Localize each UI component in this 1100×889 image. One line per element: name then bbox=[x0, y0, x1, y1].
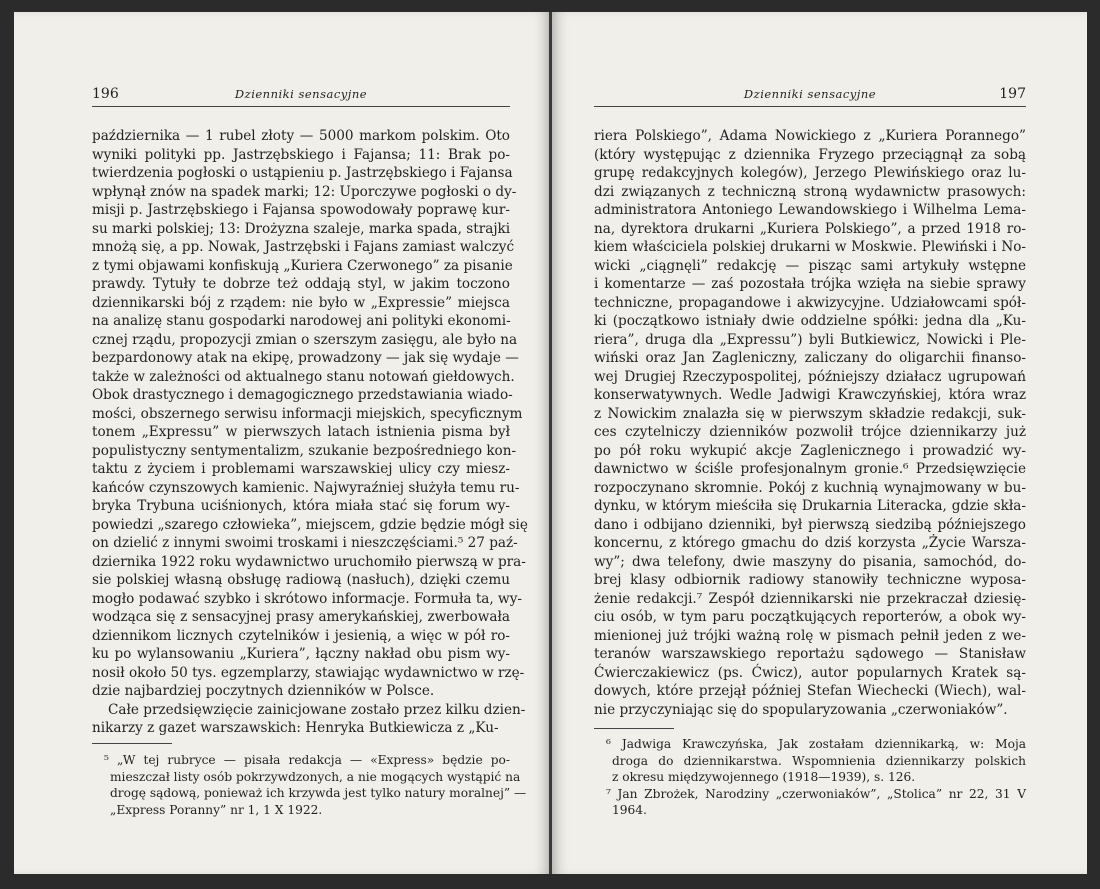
right-page bbox=[552, 12, 1087, 874]
text-line: ciu osób, w tym paru początkujących reporterów, a obok wy- bbox=[594, 609, 1026, 625]
text-line: sie polskiej własną obsługę radiową (nasłuch), dzięki czemu bbox=[92, 572, 510, 588]
text-line: kiem właściciela polskiej drukarni w Moskwie. Plewiński i No- bbox=[594, 239, 1026, 255]
text-line: i komentarze — zaś pozostała trójka wzięła na siebie sprawy bbox=[594, 276, 1026, 292]
text-line: dziernika 1922 roku wydawnictwo uruchomiło pierwszą w pra- bbox=[92, 553, 526, 570]
footnote-line: drogę sądową, ponieważ ich krzywda jest tylko natury moralnej” — bbox=[110, 786, 527, 800]
text-line: z Nowickim znalazła się w pierwszym składzie redakcji, suk- bbox=[594, 405, 1026, 422]
text-line: z tymi objawami konfiskują „Kuriera Czerwonego” za pisanie bbox=[92, 257, 513, 274]
footnote-line: ⁵ „W tej rubryce — pisała redakcja — «Express» będzie po- bbox=[104, 753, 510, 767]
text-line: populistyczny sentymentalizm, szukanie bezpośredniego kon- bbox=[92, 442, 517, 459]
running-head-left bbox=[92, 86, 510, 107]
body-text-left bbox=[92, 127, 528, 738]
footnotes-right bbox=[594, 736, 1026, 819]
text-line: cznej rządu, propozycji zmian o szerszym zasięgu, ale było na bbox=[92, 331, 518, 348]
footnote-line: z okresu międzywojennego (1918—1939), s. 126. bbox=[612, 770, 916, 784]
footnote-line: droga do dziennikarstwa. Wspomnienia dziennikarzy polskich bbox=[612, 753, 1026, 768]
text-line: wej Drugiej Rzeczypospolitej, późniejszy działacz ugrupowań bbox=[594, 368, 1026, 385]
footnote-line: ⁷ Jan Zbrożek, Narodziny „czerwoniaków”, „Stolica” nr 22, 31 V bbox=[606, 786, 1026, 801]
page-number: 196 bbox=[92, 86, 119, 102]
text-line: mienionej już trójki ważną rolę w pismach pełnił jeden z we- bbox=[594, 627, 1026, 644]
footnote-line: mieszczał listy osób pokrzywdzonych, a nie mogących wystąpić na bbox=[110, 769, 521, 784]
running-title: Dzienniki sensacyjne bbox=[234, 87, 368, 101]
book-spread bbox=[14, 12, 1087, 874]
text-line: wicki „ciągnęli” redakcję — pisząc sami artykuły wstępne bbox=[594, 257, 1026, 274]
text-line: koncernu, z którego gmachu do dziś korzysta „Życie Warsza- bbox=[594, 535, 1026, 551]
text-line: Obok drastycznego i demagogicznego przedstawiania wiado- bbox=[92, 387, 513, 403]
text-line: twierdzenia pogłoski o ustąpieniu p. Jastrzębskiego i Fajansa bbox=[92, 165, 513, 181]
text-line: grupę redakcyjnych kolegów), Jerzego Plewińskiego oraz lu- bbox=[594, 165, 1026, 181]
page-number: 197 bbox=[999, 86, 1026, 102]
text-line: su marki polskiej; 13: Drożyzna szaleje, marka spada, strajki bbox=[92, 220, 511, 237]
text-line: powiedzi „szarego człowieka”, miejscem, gdzie będzie mógł się bbox=[92, 516, 528, 533]
text-line: dano i odbijano dzienniki, był pierwszą siedzibą późniejszego bbox=[594, 516, 1026, 533]
text-line: prawdy. Tytuły te dobrze też oddają styl, w jakim toczono bbox=[92, 276, 510, 292]
text-line: bezpardonowy atak na ekipę, prowadzony — jak się wydaje — bbox=[92, 350, 519, 366]
text-line: na analizę stanu gospodarki narodowej ani polityki ekonomi- bbox=[92, 313, 511, 329]
text-line: administratora Antoniego Lewandowskiego i Wilhelma Lema- bbox=[594, 202, 1026, 218]
running-head-right bbox=[594, 86, 1026, 107]
text-line: bryka Trybuna uciśnionych, która miała stać się forum wy- bbox=[92, 498, 510, 514]
text-line: października — 1 rubel złoty — 5000 markom polskim. Oto bbox=[92, 128, 510, 144]
text-line: wyniki polityki pp. Jastrzębskiego i Fajansa; 11: Brak po- bbox=[92, 146, 510, 163]
text-line: Ćwierczakiewicz (ps. Ćwicz), autor popularnych Kratek są- bbox=[594, 664, 1026, 681]
footnote-line: ⁶ Jadwiga Krawczyńska, Jak zostałam dziennikarką, w: Moja bbox=[606, 737, 1026, 751]
text-line: riera”, druga dla „Expressu”) byli Butkiewicz, Nowicki i Ple- bbox=[594, 331, 1026, 348]
footnote-rule bbox=[594, 728, 674, 729]
text-line: Całe przedsięwzięcie zainicjowane zostało przez kilku dzien- bbox=[108, 701, 526, 718]
text-line: dzie najbardziej poczytnych dzienników w Polsce. bbox=[92, 683, 435, 699]
text-line: taktu z życiem i problemami warszawskiej ulicy czy miesz- bbox=[92, 461, 510, 477]
text-line: wpłynął znów na spadek marki; 12: Uporczywe pogłoski o dy- bbox=[92, 183, 517, 200]
text-line: mogło podawać szybko i skrótowo informacje. Formuła ta, wy- bbox=[92, 590, 522, 607]
text-line: rozpoczynano skromnie. Pokój z kuchnią wynajmowany w bu- bbox=[594, 479, 1026, 496]
text-line: dzi związanych z techniczną stroną wydawnictw prasowych: bbox=[594, 183, 1026, 200]
text-line: kańców czynszowych kamienic. Najwyraźniej służyła temu ru- bbox=[92, 479, 520, 496]
text-line: ku po wylansowaniu „Kuriera”, łączny nakład obu pism wy- bbox=[92, 646, 510, 662]
footnote-line: „Express Poranny” nr 1, 1 X 1922. bbox=[110, 802, 323, 817]
text-line: mnożą się, a pp. Nowak, Jastrzębski i Fajans zamiast walczyć bbox=[92, 239, 515, 255]
text-line: dawnictwo w ściśle profesjonalnym gronie.⁶ Przedsięwzięcie bbox=[594, 461, 1026, 477]
text-line: dziennikom licznych czytelników i jesienią, a więc w pół ro- bbox=[92, 627, 510, 644]
text-line: nie przyczyniając się do spopularyzowania „czerwoniaków”. bbox=[594, 701, 1008, 718]
text-line: nikarzy z gazet warszawskich: Henryka Butkiewicza z „Ku- bbox=[92, 720, 499, 736]
text-line: konserwatywnych. Wedle Jadwigi Krawczyńskiej, która wraz bbox=[594, 387, 1026, 403]
text-line: on dzielić z innymi swoimi troskami i nieszczęściami.⁵ 27 paź- bbox=[92, 535, 518, 551]
text-line: brej klasy odbiornik radiowy stanowiły techniczne wyposa- bbox=[594, 572, 1026, 588]
footnote-rule bbox=[92, 743, 172, 744]
left-page bbox=[14, 12, 550, 874]
text-line: teranów warszawskiego reportażu sądowego — Stanisław bbox=[594, 646, 1026, 662]
text-line: po pół roku wykupić akcje Zaglenicznego i prowadzić wy- bbox=[594, 442, 1026, 459]
text-line: misji p. Jastrzębskiego i Fajansa spowodowały poprawę kur- bbox=[92, 202, 510, 218]
footnotes-left bbox=[92, 752, 527, 818]
text-line: riera Polskiego”, Adama Nowickiego z „Kuriera Porannego” bbox=[594, 128, 1026, 144]
text-line: wodząca się z sensacyjnej prasy amerykańskiej, zwerbowała bbox=[92, 609, 510, 625]
text-line: ces czytelniczy dzienników pozwolił trójce dziennikarzy już bbox=[594, 424, 1026, 440]
text-line: (który występując z dziennika Fryzego przeciągnął za sobą bbox=[594, 146, 1026, 163]
text-line: tonem „Expressu” w pierwszych latach istnienia pisma był bbox=[92, 424, 510, 440]
text-line: żenie redakcji.⁷ Zespół dziennikarski nie przekraczał dziesię- bbox=[594, 590, 1026, 607]
running-title: Dzienniki sensacyjne bbox=[743, 87, 877, 101]
text-line: ki (początkowo istniały dwie oddzielne spółki: jedna dla „Ku- bbox=[594, 313, 1026, 329]
text-line: na, dyrektora drukarni „Kuriera Polskiego”, a przed 1918 ro- bbox=[594, 220, 1026, 237]
text-line: dowych, które przejął później Stefan Wiechecki (Wiech), wal- bbox=[594, 683, 1026, 699]
footnote-line: 1964. bbox=[612, 803, 647, 817]
text-line: dziennikarski bój z rządem: nie było w „Expressie” miejsca bbox=[92, 294, 510, 311]
body-text-right bbox=[594, 127, 1026, 719]
text-line: wy”; dwa telefony, dwie maszyny do pisania, samochód, do- bbox=[594, 553, 1026, 570]
text-line: wiński oraz Jan Zagleniczny, zaliczany do oligarchii finanso- bbox=[594, 350, 1026, 366]
text-line: techniczne, propagandowe i akwizycyjne. Udziałowcami spół- bbox=[594, 294, 1026, 311]
text-line: dynku, w którym mieściła się Drukarnia Literacka, gdzie skła- bbox=[594, 498, 1026, 514]
text-line: mości, obszernego serwisu informacji miejskich, specyficznym bbox=[92, 405, 523, 422]
text-line: nosił około 50 tys. egzemplarzy, stawiając wydawnictwo w rzę- bbox=[92, 664, 525, 681]
text-line: także w zależności od aktualnego stanu notowań giełdowych. bbox=[92, 368, 515, 385]
